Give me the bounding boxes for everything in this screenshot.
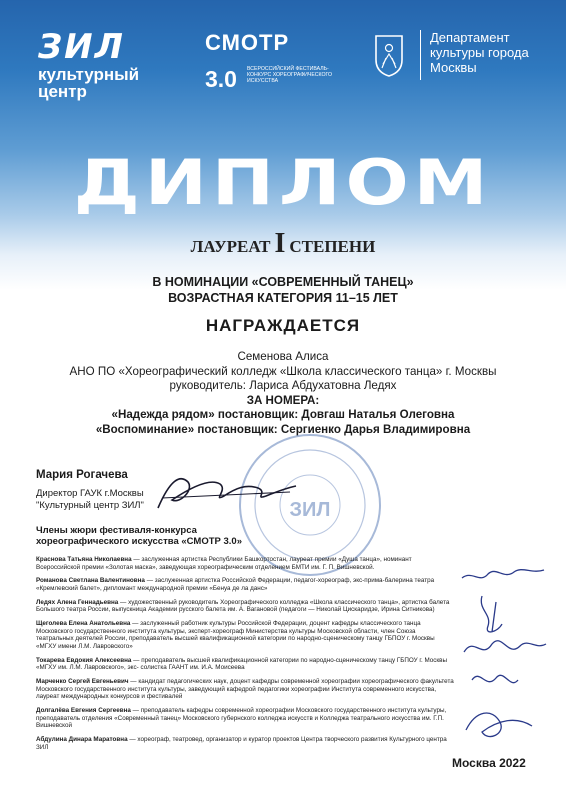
jury-member (36, 620, 454, 650)
dance-number-1: «Надежда рядом» постановщик: Довгаш Наталья Олеговна (111, 408, 455, 421)
zil-subtitle: культурный центр (38, 65, 140, 101)
jury-member (36, 707, 454, 730)
diploma-title: ДИПЛОМ (73, 146, 493, 219)
jury-list (36, 556, 454, 757)
recipient-block (0, 350, 566, 437)
jury-member-desc: — преподаватель кафедры современной хореографии Московского государственного института культуры, преподаватель отделения «Современный танец» Московского губернского колледжа искусств и Колледжа театрального искусства им. Г.П. Вишневской (36, 707, 447, 730)
signatory-name: Мария Рогачева (36, 469, 128, 481)
jury-member (36, 736, 454, 751)
degree-numeral: I (274, 228, 286, 259)
city-year: Москва 2022 (452, 756, 526, 770)
smotr-description: ВСЕРОССИЙСКИЙ ФЕСТИВАЛЬ-КОНКУРС ХОРЕОГРАФИЧЕСКОГО ИСКУССТВА (247, 66, 333, 85)
nomination-line: В НОМИНАЦИИ «СОВРЕМЕННЫЙ ТАНЕЦ» (152, 275, 414, 289)
recipient-supervisor: руководитель: Лариса Абдухатовна Ледях (169, 379, 397, 392)
jury-member (36, 577, 454, 592)
moscow-crest-icon (374, 34, 404, 78)
laureate-line (0, 228, 566, 260)
jury-member-name: Токарева Евдокия Алексеевна (36, 656, 132, 664)
jury-member-desc: — заслуженная артистка Республики Башкортостан, лауреат премии «Душа танца», номинант Всероссийской премии «Золотая маска», заведующая хореографическим отделением БМТИ им. Г. П. Вишневской. (36, 556, 412, 571)
jury-member-desc: — хореограф, театровед, организатор и куратор проектов Центра творческого развития Культурного центра ЗИЛ (36, 736, 447, 751)
jury-member-desc: — преподаватель высшей квалификационной категории по народно-сценическому танцу ГБПОУ г. Москвы «МГХУ им. Л.М. Лавровского», экс- солистка ГААНТ им. И.А. Моисеева (36, 656, 448, 672)
age-category-line: ВОЗРАСТНАЯ КАТЕГОРИЯ 11–15 ЛЕТ (168, 291, 398, 305)
laureate-word: ЛАУРЕАТ (190, 237, 271, 256)
zil-logo-text: ЗИЛ (38, 30, 125, 62)
dance-number-2: «Воспоминание» постановщик: Сергиенко Дарья Владимировна (95, 422, 471, 436)
jury-member (36, 657, 454, 672)
zil-logo (38, 30, 158, 62)
recipient-organization: АНО ПО «Хореографический колледж «Школа классического танца» г. Москвы (69, 364, 497, 378)
numbers-heading: ЗА НОМЕРА: (246, 393, 320, 407)
smotr-title: СМОТР (205, 30, 290, 55)
jury-member-name: Ледях Алена Геннадьевна (36, 598, 119, 606)
recipient-name: Семенова Алиса (237, 350, 329, 363)
degree-word: СТЕПЕНИ (289, 237, 376, 256)
jury-member-desc: — художественный руководитель Хореографического колледжа «Школа классического танца», артистка балета Большого театра России, выпускница Академии русского балета им. А. Вагановой (педагоги — Николай Цискаридзе, Ирина Ситникова) (36, 598, 450, 614)
jury-member (36, 556, 454, 571)
jury-member-desc: — заслуженный работник культуры Российской Федерации, доцент кафедры классического танца Московского государственного института культуры, эксперт-хореограф Министерства культуры Московской области, член Союза театральных деятелей России, преподаватель высшей квалификационной категории по народно-сценическому танцу ГБПОУ г. Москвы «МГХУ имени Л.М. Лавровского» (36, 620, 435, 650)
smotr-number: 3.0 (205, 66, 237, 92)
jury-member-name: Долгалёва Евгения Сергеевна (36, 707, 131, 715)
jury-signatures (452, 540, 552, 760)
jury-member-name: Щеголева Елена Анатольевна (36, 620, 131, 628)
signatory-role: Директор ГАУК г.Москвы "Культурный центр ЗИЛ" (36, 488, 144, 511)
director-signature (150, 470, 300, 515)
jury-member-desc: — кандидат педагогических наук, доцент кафедры современной хореографии хореографического факультета Московского государственного института культуры, заведующий кафедрой педагогики хореографии Института современного искусства, лауреат международных конкурсов и фестивалей (36, 678, 454, 701)
stamp-text: ЗИЛ (289, 499, 331, 521)
jury-member-desc: — заслуженная артистка Российской Федерации, педагог-хореограф, экс-прима-балерина театра «Кремлевский балет», дипломант международной премии «Бенуа де ла данс» (36, 577, 435, 592)
nomination-block (0, 274, 566, 306)
awarded-heading: НАГРАЖДАЕТСЯ (205, 316, 361, 335)
jury-member-name: Марченко Сергей Евгеньевич (36, 678, 129, 686)
jury-member-name: Романова Светлана Валентиновна (36, 577, 145, 585)
jury-member-name: Абдулина Динара Маратовна (36, 736, 128, 743)
jury-member-name: Краснова Татьяна Николаевна (36, 556, 132, 563)
jury-title: Члены жюри фестиваля-конкурса хореографического искусства «СМОТР 3.0» (36, 525, 242, 547)
department-name: Департамент культуры города Москвы (430, 30, 529, 75)
header-divider (420, 30, 421, 80)
jury-member (36, 599, 454, 614)
jury-member (36, 678, 454, 701)
